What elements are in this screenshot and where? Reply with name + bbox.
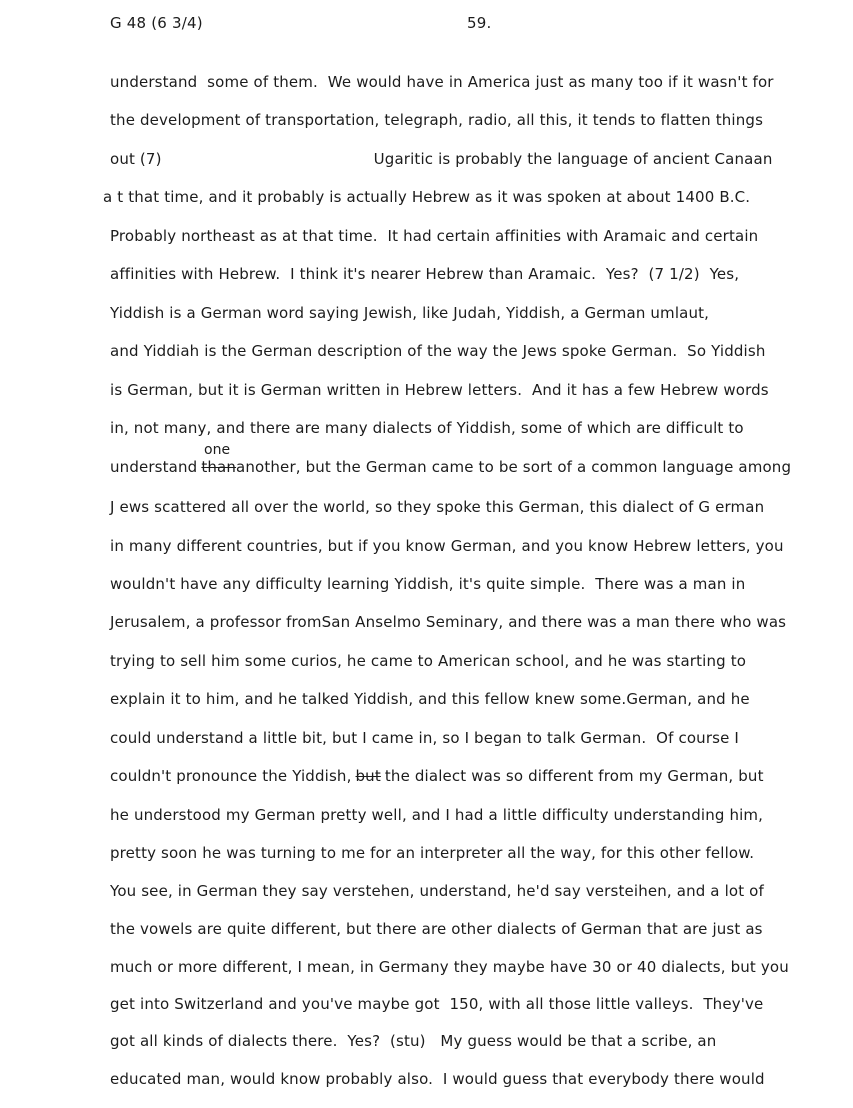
text-line-14 [110, 574, 745, 594]
text-line-9 [110, 380, 769, 400]
line-text: trying to sell him some curios, he came to American school, and he was starting to [110, 652, 747, 670]
text-line-11 [110, 457, 791, 477]
text-line-18 [110, 728, 739, 748]
line-text: wouldn't have any difficulty learning Yiddish, it's quite simple. There was a man in [110, 575, 746, 593]
text-line-15 [110, 612, 786, 632]
line-text: Probably northeast as at that time. It had certain affinities with Aramaic and certain [110, 227, 759, 245]
line-text: understand some of them. We would have in America just as many too if it wasn't for [110, 73, 774, 91]
line-text: You see, in German they say verstehen, understand, he'd say versteihen, and a lot of [110, 882, 764, 900]
line-text: couldn't pronounce the Yiddish, [110, 767, 352, 785]
text-line-20 [110, 805, 763, 825]
text-line-21 [110, 843, 754, 863]
text-line-2 [110, 110, 763, 130]
text-line-27 [110, 1069, 765, 1089]
line-text-continued: Ugaritic is probably the language of ancient Canaan [373, 150, 773, 168]
line-text: in many different countries, but if you know German, and you know Hebrew letters, you [110, 537, 784, 555]
text-line-16 [110, 651, 746, 671]
line-text: could understand a little bit, but I came in, so I began to talk German. Of course I [110, 729, 739, 747]
line-text: Jerusalem, a professor fromSan Anselmo Seminary, and there was a man there who was [110, 613, 787, 631]
line-text: a t that time, and it probably is actually Hebrew as it was spoken at about 1400 B.C. [103, 188, 751, 206]
struck-word: than [201, 458, 237, 476]
line-text: educated man, would know probably also. I would guess that everybody there would [110, 1070, 765, 1088]
line-text: get into Switzerland and you've maybe got 150, with all those little valleys. They've [110, 995, 764, 1013]
text-line-10 [110, 418, 744, 438]
line-text-continued: another, but the German came to be sort of a common language among [236, 458, 792, 476]
line-text: and Yiddiah is the German description of the way the Jews spoke German. So Yiddish [110, 342, 766, 360]
text-line-17 [110, 689, 750, 709]
handwritten-insertion: one [204, 442, 231, 458]
text-line-12 [110, 497, 764, 517]
text-line-5 [110, 226, 758, 246]
text-line-3 [110, 149, 773, 169]
text-line-13 [110, 536, 784, 556]
line-text: understand [110, 458, 198, 476]
text-line-24 [110, 957, 789, 977]
line-text: the development of transportation, telegraph, radio, all this, it tends to flatten things [110, 111, 764, 129]
line-text: Yiddish is a German word saying Jewish, like Judah, Yiddish, a German umlaut, [110, 304, 710, 322]
line-text-continued: the dialect was so different from my German, but [384, 767, 764, 785]
text-line-7 [110, 303, 709, 323]
text-line-25 [110, 994, 763, 1014]
line-text: affinities with Hebrew. I think it's nearer Hebrew than Aramaic. Yes? (7 1/2) Yes, [110, 265, 740, 283]
line-text: got all kinds of dialects there. Yes? (stu) My guess would be that a scribe, an [110, 1032, 717, 1050]
line-text: much or more different, I mean, in Germany they maybe have 30 or 40 dialects, but you [110, 958, 789, 976]
struck-word: but [355, 767, 381, 785]
line-text: the vowels are quite different, but there are other dialects of German that are just as [110, 920, 763, 938]
line-text: explain it to him, and he talked Yiddish, and this fellow knew some.German, and he [110, 690, 750, 708]
text-line-19 [110, 766, 764, 786]
line-text: in, not many, and there are many dialects of Yiddish, some of which are difficult to [110, 419, 744, 437]
text-line-8 [110, 341, 765, 361]
header-code: G 48 (6 3/4) [110, 14, 203, 32]
text-line-23 [110, 919, 763, 939]
page-number: 59. [467, 14, 492, 32]
text-line-1 [110, 72, 774, 92]
line-text: J ews scattered all over the world, so they spoke this German, this dialect of G erman [110, 498, 765, 516]
text-line-6 [110, 264, 739, 284]
line-text: pretty soon he was turning to me for an interpreter all the way, for this other fellow. [110, 844, 755, 862]
line-text: out (7) [110, 150, 162, 168]
text-line-22 [110, 881, 764, 901]
text-line-26 [110, 1031, 716, 1051]
line-text: is German, but it is German written in Hebrew letters. And it has a few Hebrew words [110, 381, 769, 399]
text-line-4 [103, 187, 750, 207]
line-text: he understood my German pretty well, and I had a little difficulty understanding him, [110, 806, 764, 824]
